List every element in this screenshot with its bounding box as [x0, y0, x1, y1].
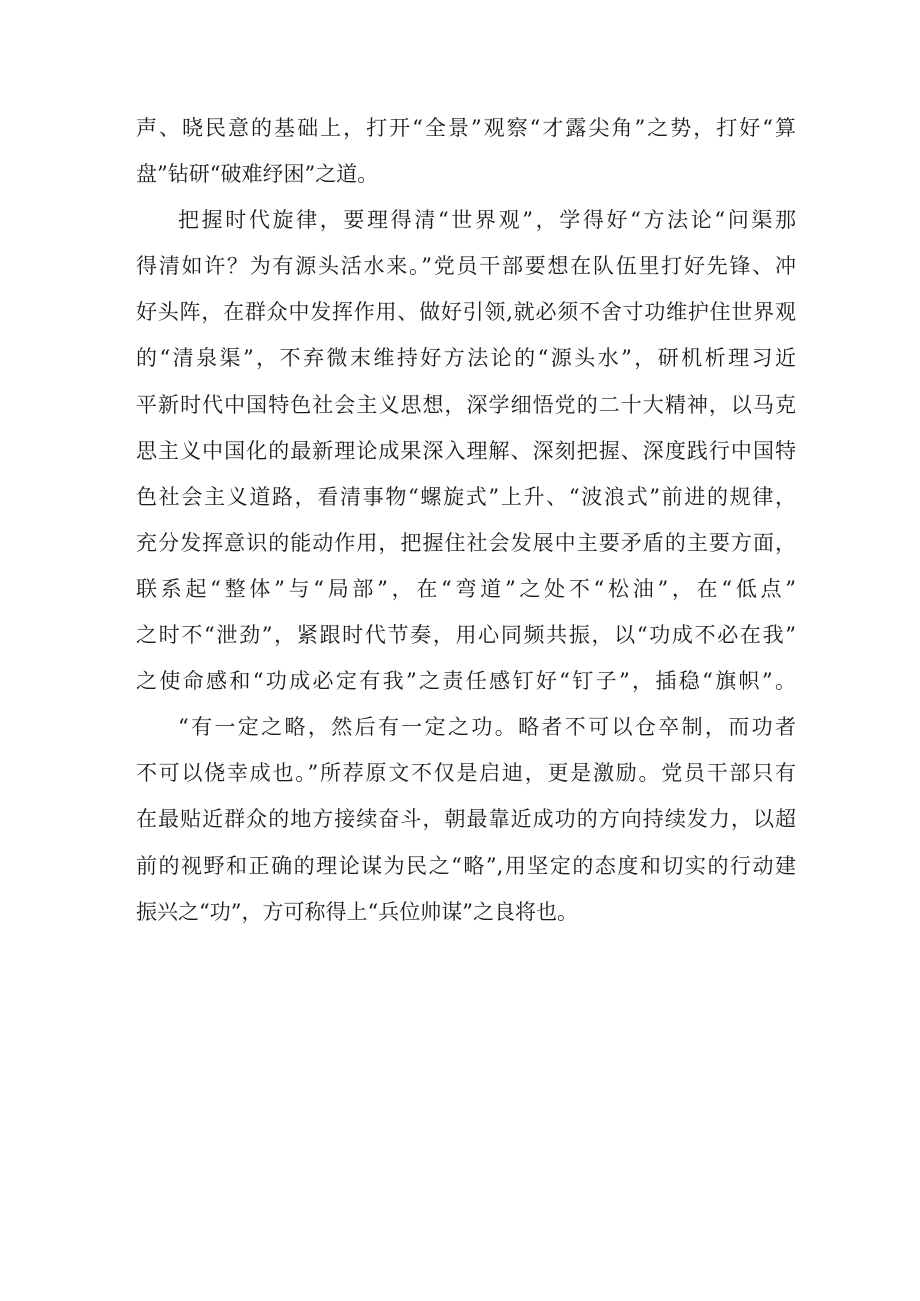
text-line: 盘”钻研“破难纾困”之道。 [136, 162, 379, 187]
text-line: 得清如许？为有源头活水来。”党员干部要想在队伍里打好先锋、冲 [136, 254, 796, 279]
text-line: 前的视野和正确的理论谋为民之“略”,用坚定的态度和切实的行动建 [136, 853, 796, 878]
text-line: “有一定之略，然后有一定之功。略者不可以仓卒制，而功者 [178, 715, 796, 740]
text-line: 振兴之“功”，方可称得上“兵位帅谋”之良将也。 [136, 899, 578, 924]
text-line: 之使命感和“功成必定有我”之责任感钉好“钉子”，插稳“旗帜”。 [136, 669, 796, 694]
text-line: 联系起“整体”与“局部”，在“弯道”之处不“松油”，在“低点” [136, 576, 796, 601]
text-line: 不可以侥幸成也。”所荐原文不仅是启迪，更是激励。党员干部只有 [136, 761, 796, 786]
text-line: 的“清泉渠”，不弃微末维持好方法论的“源头水”，研机析理习近 [136, 346, 796, 371]
text-line: 声、晓民意的基础上，打开“全景”观察“才露尖角”之势，打好“算 [136, 116, 796, 140]
body-text [136, 112, 796, 942]
text-line: 色社会主义道路，看清事物“螺旋式”上升、“波浪式”前进的规律， [136, 484, 796, 509]
text-line: 之时不“泄劲”，紧跟时代节奏，用心同频共振，以“功成不必在我” [136, 623, 796, 648]
text-line: 思主义中国化的最新理论成果深入理解、深刻把握、深度践行中国特 [136, 438, 796, 463]
text-line: 好头阵，在群众中发挥作用、做好引领,就必须不舍寸功维护住世界观 [136, 300, 796, 325]
text-line: 充分发挥意识的能动作用，把握住社会发展中主要矛盾的主要方面， [136, 530, 796, 555]
text-line: 在最贴近群众的地方接续奋斗，朝最靠近成功的方向持续发力，以超 [136, 807, 796, 832]
text-line: 把握时代旋律，要理得清“世界观”，学得好“方法论“问渠那 [178, 208, 796, 233]
text-line: 平新时代中国特色社会主义思想，深学细悟党的二十大精神，以马克 [136, 392, 796, 417]
